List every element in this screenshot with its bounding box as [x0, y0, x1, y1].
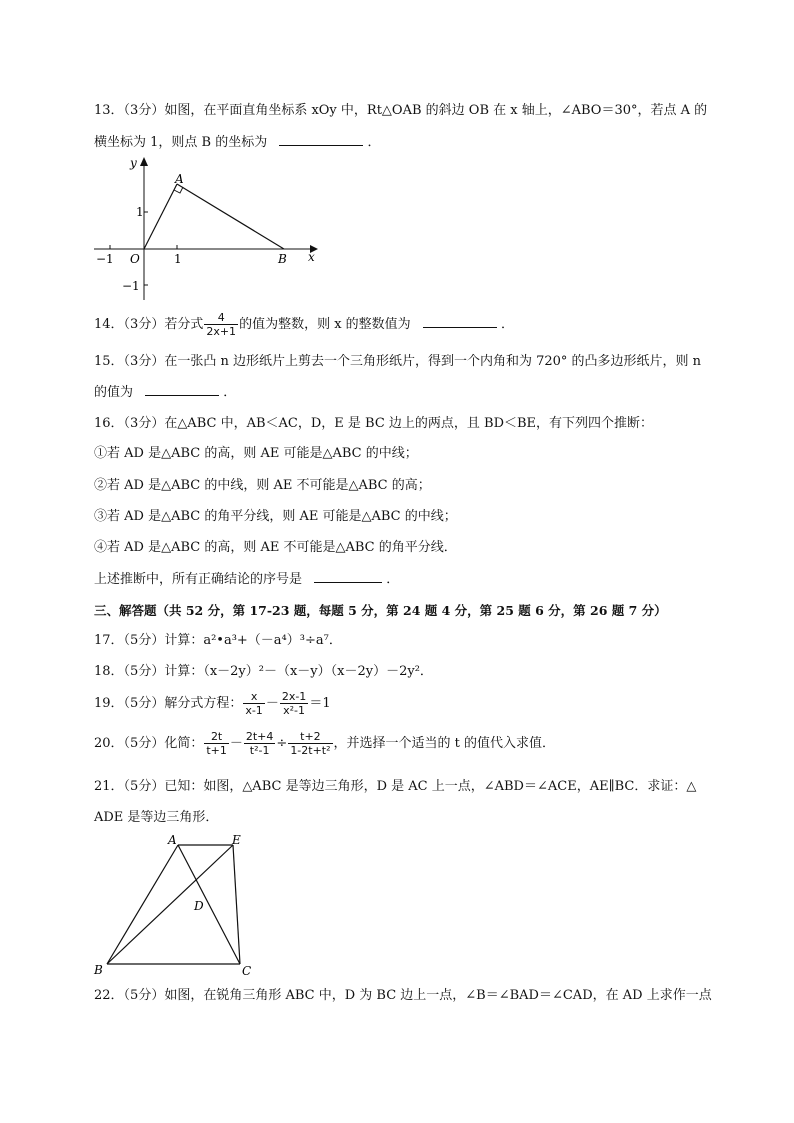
segment-EC — [233, 845, 240, 964]
q20-f3-den: 1-2t+t² — [290, 744, 331, 757]
q20-f1-num: 2t — [204, 730, 229, 744]
q19-f2-num: 2x-1 — [281, 690, 307, 703]
q20-fraction-2 — [244, 730, 276, 757]
q16-conclusion-text: 上述推断中，所有正确结论的序号是 — [94, 572, 303, 587]
q19-minus: － — [265, 696, 279, 711]
label-x: x — [308, 250, 315, 264]
label-1-y: 1 — [136, 205, 144, 219]
q15-line2 — [94, 383, 236, 402]
q13-line1: 13．（3分）如图，在平面直角坐标系 xOy 中，Rt△OAB 的斜边 OB 在 x 轴上，∠ABO＝30°，若点 A 的 — [94, 103, 708, 118]
q19-text-pre: 19．（5分）解分式方程： — [94, 696, 243, 711]
q14-frac-num: 4 — [204, 311, 238, 325]
q18-line: 18．（5分）计算：（x－2y）²－（x－y）（x－2y）－2y²． — [94, 664, 433, 679]
q15-line1: 15．（3分）在一张凸 n 边形纸片上剪去一个三角形纸片，得到一个内角和为 720° 的凸多边形纸片，则 n — [94, 354, 702, 369]
answer-blank[interactable] — [314, 570, 382, 583]
q14-text-post: 的值为整数，则 x 的整数值为 — [239, 317, 411, 332]
q19-fraction-1 — [243, 690, 264, 717]
q20-f2-num: 2t+4 — [245, 730, 274, 743]
segment-AB — [177, 184, 284, 249]
q14-text-pre: 14．（3分）若分式 — [94, 317, 204, 332]
label-A: A — [168, 833, 177, 847]
segment-BE — [107, 845, 233, 964]
label-A: A — [175, 172, 184, 186]
q14-line — [94, 311, 514, 338]
q15-line2-text: 的值为 — [94, 385, 134, 400]
q20-div: ÷ — [276, 736, 288, 751]
q20-text-pre: 20．（5分）化简： — [94, 736, 204, 751]
label-1-x: 1 — [174, 252, 182, 266]
q21-line2: ADE 是等边三角形． — [94, 810, 219, 825]
q17-line: 17．（5分）计算：a²•a³+（－a⁴）³÷a⁷． — [94, 633, 342, 648]
label-O: O — [130, 252, 140, 266]
q20-f1-den: t+1 — [206, 744, 227, 757]
segment-AC — [178, 845, 240, 964]
q16-item-3: ③若 AD 是△ABC 的角平分线，则 AE 可能是△ABC 的中线； — [94, 509, 457, 524]
label-E: E — [232, 833, 241, 847]
q21-triangle-figure — [90, 830, 265, 980]
q15-end: ． — [223, 385, 237, 400]
answer-blank[interactable] — [279, 133, 363, 146]
q20-text-post: ，并选择一个适当的 t 的值代入求值． — [333, 736, 556, 751]
label-B: B — [278, 252, 287, 266]
q19-f1-num: x — [243, 690, 264, 704]
q21-line1: 21．（5分）已知：如图，△ABC 是等边三角形，D 是 AC 上一点，∠ABD＝∠ACE，AE∥BC．求证：△ — [94, 779, 697, 794]
q14-frac-den: 2x+1 — [206, 325, 237, 338]
q19-f2-den: x²-1 — [283, 704, 306, 717]
q20-minus: － — [229, 736, 243, 751]
label-B: B — [94, 963, 103, 977]
label-D: D — [194, 899, 204, 913]
section-header: 三、解答题（共 52 分，第 17-23 题，每题 5 分，第 24 题 4 分，第 25 题 6 分，第 26 题 7 分） — [94, 603, 667, 618]
q20-fraction-3 — [288, 730, 332, 757]
y-axis-arrow-icon — [140, 157, 148, 166]
segment-OA — [144, 184, 177, 249]
q19-text-post: ＝1 — [309, 696, 331, 711]
q16-line1: 16．（3分）在△ABC 中，AB＜AC，D，E 是 BC 边上的两点，且 BD＜BE，有下列四个推断： — [94, 416, 654, 431]
q16-item-2: ②若 AD 是△ABC 的中线，则 AE 不可能是△ABC 的高； — [94, 478, 431, 493]
q14-end: ． — [500, 317, 514, 332]
q16-item-1: ①若 AD 是△ABC 的高，则 AE 可能是△ABC 的中线； — [94, 446, 418, 461]
q14-fraction — [204, 311, 238, 338]
label-y: y — [130, 156, 137, 170]
q19-fraction-2 — [280, 690, 308, 717]
label-C: C — [242, 964, 252, 978]
q20-f2-den: t²-1 — [249, 744, 270, 757]
q16-conclusion — [94, 570, 399, 589]
label-neg1-x: −1 — [96, 252, 114, 266]
q16-end: ． — [386, 572, 400, 587]
q13-line2 — [94, 133, 381, 152]
answer-blank[interactable] — [423, 315, 497, 328]
answer-blank[interactable] — [145, 383, 219, 396]
q20-fraction-1 — [204, 730, 229, 757]
q13-end: ． — [367, 135, 381, 150]
q19-line — [94, 690, 331, 717]
label-neg1-y: −1 — [122, 279, 140, 293]
q22-line1: 22．（5分）如图，在锐角三角形 ABC 中，D 为 BC 边上一点，∠B＝∠BAD＝∠CAD，在 AD 上求作一点 — [94, 988, 712, 1003]
q19-f1-den: x-1 — [245, 704, 263, 717]
segment-AB — [107, 845, 178, 964]
q13-coordinate-figure — [88, 152, 328, 304]
q13-line2-text: 横坐标为 1，则点 B 的坐标为 — [94, 135, 268, 150]
q20-f3-num: t+2 — [288, 730, 332, 744]
q16-item-4: ④若 AD 是△ABC 的高，则 AE 不可能是△ABC 的角平分线． — [94, 540, 457, 555]
q20-line — [94, 730, 555, 757]
